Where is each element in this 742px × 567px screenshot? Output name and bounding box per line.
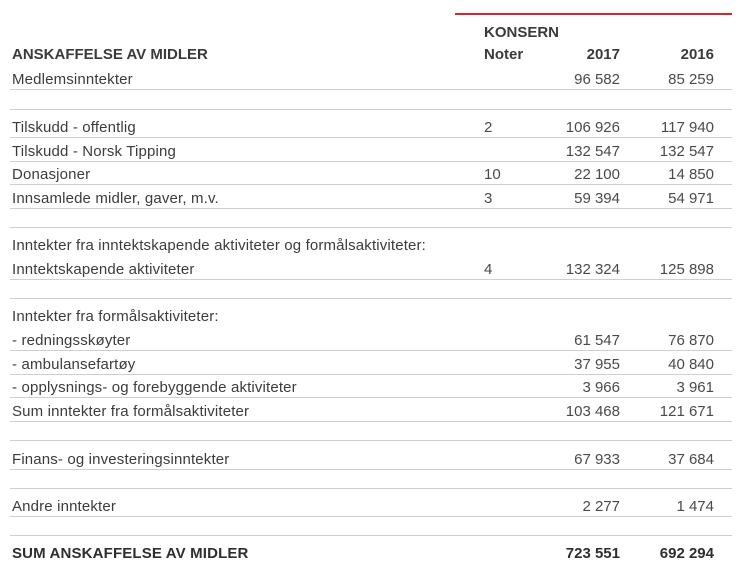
table-row — [10, 233, 732, 255]
table-row — [10, 352, 732, 374]
row-value-2016: 40 840 — [668, 356, 714, 373]
row-label: Medlemsinntekter — [12, 71, 133, 88]
row-value-2017: 67 933 — [574, 451, 620, 468]
row-note: 3 — [484, 190, 493, 207]
table-row — [10, 162, 732, 184]
table-row — [10, 304, 732, 326]
table-row — [10, 186, 732, 208]
total-row — [10, 541, 732, 563]
section-divider — [10, 440, 732, 441]
section-divider — [10, 109, 732, 110]
row-note: 4 — [484, 261, 493, 278]
table-row — [10, 139, 732, 161]
row-value-2017: 61 547 — [574, 332, 620, 349]
row-value-2017: 103 468 — [565, 403, 620, 420]
row-value-2016: 3 961 — [676, 379, 714, 396]
row-label: - ambulansefartøy — [12, 356, 136, 373]
row-label: Finans- og investeringsinntekter — [12, 451, 230, 468]
row-value-2017: 2 277 — [582, 498, 620, 515]
table-row — [10, 115, 732, 137]
row-value-2017: 22 100 — [574, 166, 620, 183]
row-value-2017: 106 926 — [565, 119, 620, 136]
table-row — [10, 328, 732, 350]
row-value-2016: 132 547 — [659, 143, 714, 160]
row-label: Tilskudd - offentlig — [12, 119, 136, 136]
row-value-2017: 132 324 — [565, 261, 620, 278]
row-note: 10 — [484, 166, 501, 183]
section-divider — [10, 488, 732, 489]
row-label: Innsamlede midler, gaver, m.v. — [12, 190, 219, 207]
row-label: Donasjoner — [12, 166, 91, 183]
row-value-2016: 125 898 — [659, 261, 714, 278]
row-value-2016: 14 850 — [668, 166, 714, 183]
row-value-2017: 37 955 — [574, 356, 620, 373]
row-label: Inntekter fra formålsaktiviteter: — [12, 308, 219, 325]
row-label: - redningsskøyter — [12, 332, 131, 349]
row-label: Sum inntekter fra formålsaktiviteter — [12, 403, 250, 420]
notes-column-header: Noter — [484, 46, 524, 63]
row-note: 2 — [484, 119, 493, 136]
year-2017-header: 2017 — [586, 46, 620, 63]
row-label: Inntektskapende aktiviteter — [12, 261, 195, 278]
row-label: Tilskudd - Norsk Tipping — [12, 143, 176, 160]
total-value-2017: 723 551 — [565, 545, 620, 562]
total-value-2016: 692 294 — [659, 545, 714, 562]
table-row — [10, 399, 732, 421]
year-2016-header: 2016 — [680, 46, 714, 63]
row-value-2017: 132 547 — [565, 143, 620, 160]
table-row — [10, 257, 732, 279]
section-divider — [10, 535, 732, 536]
header-accent-rule — [455, 13, 732, 15]
row-value-2016: 37 684 — [668, 451, 714, 468]
row-label: Andre inntekter — [12, 498, 116, 515]
row-value-2016: 121 671 — [659, 403, 714, 420]
table-row — [10, 375, 732, 397]
row-value-2016: 117 940 — [660, 119, 714, 136]
section-divider — [10, 227, 732, 228]
total-label: SUM ANSKAFFELSE AV MIDLER — [12, 545, 249, 562]
section-divider — [10, 298, 732, 299]
row-value-2016: 76 870 — [668, 332, 714, 349]
table-row — [10, 447, 732, 469]
row-value-2016: 85 259 — [668, 71, 714, 88]
row-value-2017: 96 582 — [574, 71, 620, 88]
row-value-2017: 3 966 — [582, 379, 620, 396]
section-title: ANSKAFFELSE AV MIDLER — [12, 46, 208, 63]
group-label: KONSERN — [484, 24, 560, 41]
row-value-2016: 1 474 — [676, 498, 714, 515]
row-label: Inntekter fra inntektskapende aktiviteter og formålsaktiviteter: — [12, 237, 426, 254]
row-value-2017: 59 394 — [574, 190, 620, 207]
table-row — [10, 67, 732, 89]
row-value-2016: 54 971 — [668, 190, 714, 207]
table-row — [10, 494, 732, 516]
row-label: - opplysnings- og forebyggende aktiviteter — [12, 379, 297, 396]
